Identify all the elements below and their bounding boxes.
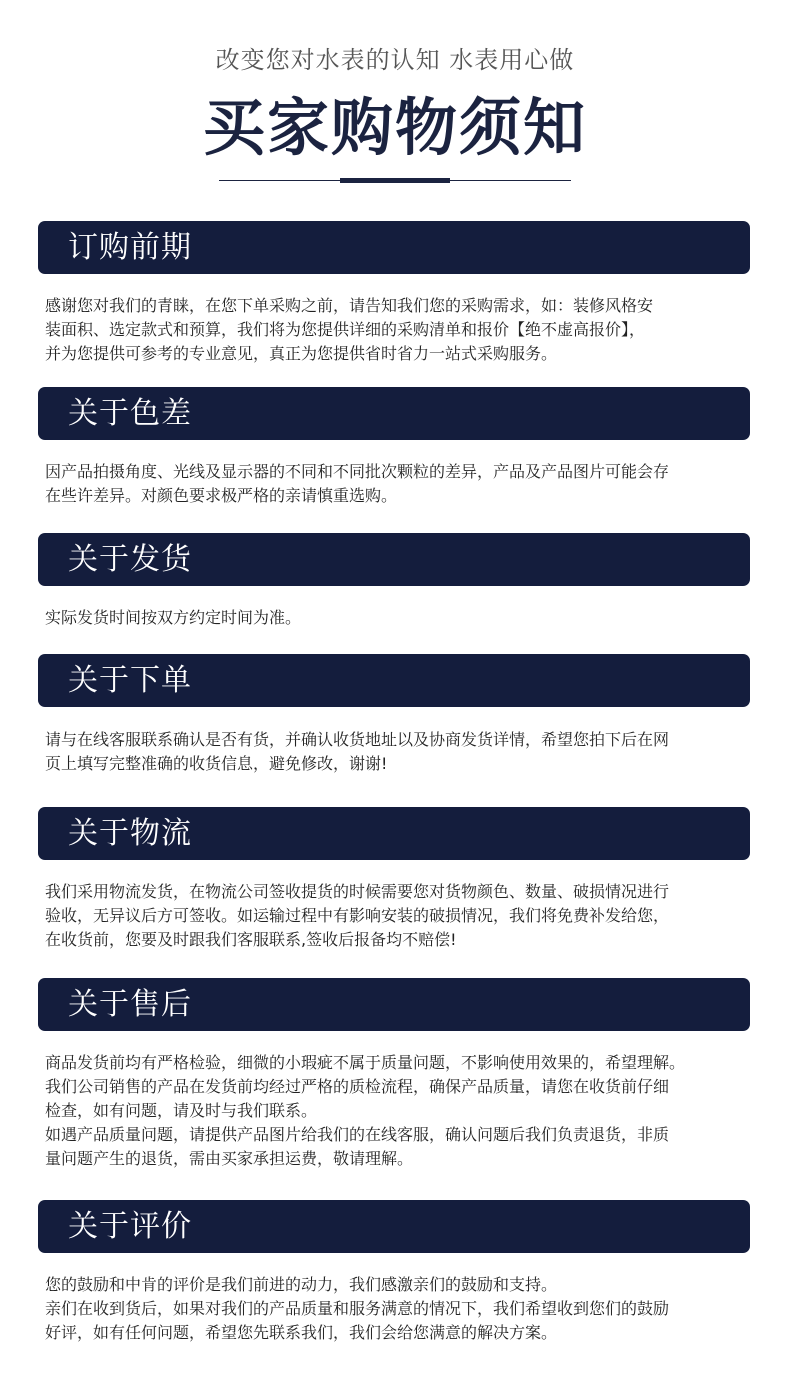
page-subtitle: 改变您对水表的认知 水表用心做 xyxy=(215,46,575,74)
section-heading: 关于下单 xyxy=(68,663,192,698)
section-text-reviews xyxy=(45,1273,761,1345)
section-text-shipping xyxy=(45,606,761,630)
section-bar-ordering xyxy=(38,221,750,274)
text-line: 请与在线客服联系确认是否有货，并确认收货地址以及协商发货详情，希望您拍下后在网 xyxy=(45,730,670,749)
page-title: 买家购物须知 xyxy=(202,91,587,164)
section-text-logistics xyxy=(45,880,761,952)
section-text-after-sales xyxy=(45,1051,761,1171)
section-text-ordering xyxy=(45,294,761,366)
section-bar-after-sales xyxy=(38,978,750,1031)
text-line: 我们采用物流发货，在物流公司签收提货的时候需要您对货物颜色、数量、破损情况进行 xyxy=(45,882,670,901)
title-divider-accent xyxy=(340,178,450,183)
text-line: 实际发货时间按双方约定时间为准。 xyxy=(45,608,302,627)
text-line: 页上填写完整准确的收货信息，避免修改，谢谢! xyxy=(45,754,388,773)
section-bar-logistics xyxy=(38,807,750,860)
text-line: 如遇产品质量问题，请提供产品图片给我们的在线客服，确认问题后我们负责退货，非质 xyxy=(45,1125,670,1144)
section-heading: 订购前期 xyxy=(68,230,192,265)
section-bar-ordering-process xyxy=(38,654,750,707)
text-line: 亲们在收到货后，如果对我们的产品质量和服务满意的情况下，我们希望收到您们的鼓励 xyxy=(45,1299,670,1318)
text-line: 在收货前，您要及时跟我们客服联系,签收后报备均不赔偿! xyxy=(45,930,457,949)
text-line: 验收，无异议后方可签收。如运输过程中有影响安装的破损情况，我们将免费补发给您， xyxy=(45,906,670,925)
section-heading: 关于发货 xyxy=(68,542,192,577)
section-text-ordering-process xyxy=(45,728,761,776)
section-heading: 关于评价 xyxy=(68,1209,192,1244)
text-line: 在些许差异。对颜色要求极严格的亲请慎重选购。 xyxy=(45,486,398,505)
section-heading: 关于物流 xyxy=(68,816,192,851)
text-line: 您的鼓励和中肯的评价是我们前进的动力，我们感激亲们的鼓励和支持。 xyxy=(45,1275,558,1294)
text-line: 检查，如有问题，请及时与我们联系。 xyxy=(45,1101,318,1120)
section-bar-reviews xyxy=(38,1200,750,1253)
text-line: 因产品拍摄角度、光线及显示器的不同和不同批次颗粒的差异，产品及产品图片可能会存 xyxy=(45,462,670,481)
section-text-color xyxy=(45,460,761,508)
text-line: 感谢您对我们的青睐，在您下单采购之前，请告知我们您的采购需求，如：装修风格安 xyxy=(45,296,654,315)
section-heading: 关于售后 xyxy=(68,987,192,1022)
text-line: 好评，如有任何问题，希望您先联系我们，我们会给您满意的解决方案。 xyxy=(45,1323,558,1342)
text-line: 装面积、选定款式和预算，我们将为您提供详细的采购清单和报价【绝不虚高报价】， xyxy=(45,320,646,339)
text-line: 并为您提供可参考的专业意见，真正为您提供省时省力一站式采购服务。 xyxy=(45,344,558,363)
text-line: 我们公司销售的产品在发货前均经过严格的质检流程，确保产品质量，请您在收货前仔细 xyxy=(45,1077,670,1096)
section-bar-shipping xyxy=(38,533,750,586)
text-line: 商品发货前均有严格检验，细微的小瑕疵不属于质量问题，不影响使用效果的，希望理解。 xyxy=(45,1053,686,1072)
section-heading: 关于色差 xyxy=(68,396,192,431)
section-bar-color xyxy=(38,387,750,440)
text-line: 量问题产生的退货，需由买家承担运费，敬请理解。 xyxy=(45,1149,414,1168)
